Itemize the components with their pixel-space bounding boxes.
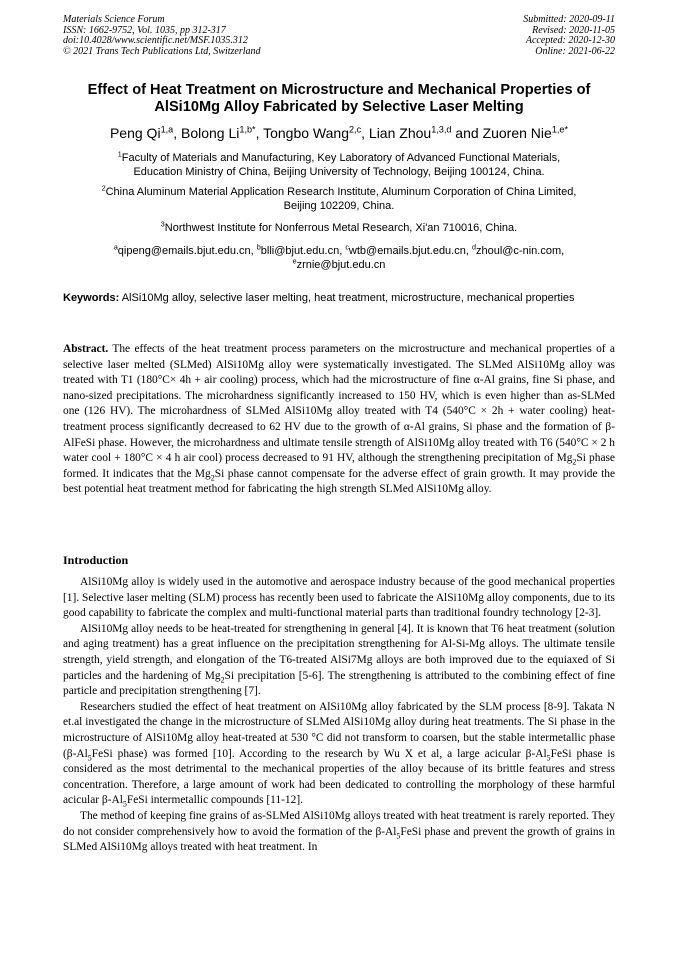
journal-copyright: © 2021 Trans Tech Publications Ltd, Switzerland [63,45,261,57]
author-separator: , [173,125,181,141]
journal-doi: doi:10.4028/www.scientific.net/MSF.1035.312 [63,35,248,46]
keywords [63,291,615,305]
affiliation-number: 3 [160,220,165,229]
intro-paragraph: The method of keeping fine grains of as-SLMed AlSi10Mg alloys treated with heat treatment is rarely reported. They do not consider comprehensively how to avoid the formation of the $\beta-Al_5FeSi$ phase and prevent the growth of grains in SLMed AlSi10Mg alloys treated with heat treatment. In [63,809,615,854]
affiliation-text: Beijing 102209, China. [283,200,395,212]
keywords-text: AlSi10Mg alloy, selective laser melting, heat treatment, microstructure, mechanical properties [121,292,575,304]
author-emails: $^a$qipeng@emails.bjut.edu.cn, $^b$blli@bjut.edu.cn, $^c$wtb@emails.bjut.edu.cn, $^d$zhoul@c-nin.com, $^e$zrnie@bjut.edu.cn [113,243,565,271]
author-separator: and [451,125,483,141]
author-name: Tongbo Wang [263,125,349,141]
keywords-label: Keywords: [63,292,120,304]
author-name: Zuoren Nie [482,125,552,141]
email-link[interactable]: blli@bjut.edu.cn [260,245,340,257]
affiliation-text: Education Ministry of China, Beijing University of Technology, Beijing 100124, China. [133,166,545,178]
date-online: Online: 2021-06-22 [535,45,615,57]
section-heading-introduction: Introduction [63,553,129,567]
email-link[interactable]: zrnie@bjut.edu.cn [296,259,386,271]
intro-paragraph: AlSi10Mg alloy needs to be heat-treated for strengthening in general [4]. It is known that T6 heat treatment (solution and aging treatment) has a great influence on the precipitation strengthening for Al-Si-Mg alloys. The ultimate tensile strength, yield strength, and elongation of the T6-treated AlSi7Mg alloys are both improved due to the equiaxed of Si particles and the hardening of $Mg_2Si$ precipitation [5-6]. The strengthening is attributed to the combining effect of fine particle and precipitation strengthening [7]. [63,622,615,698]
abstract: Abstract. The effects of the heat treatment process parameters on the microstructure and mechanical properties of a selective laser melted (SLMed) AlSi10Mg alloy were systematically investigated. The SLMed AlSi10Mg alloy was treated with T1 (180°C× 4h + air cooling) process, which had the microstructure of fine α-Al grains, fine Si phase, and nano-sized precipitations. The microhardness significantly increased to 150 HV, which is even higher than as-SLMed one (126 HV). The microhardness of SLMed AlSi10Mg alloy treated with T4 (540°C × 2h + water cooling) heat-treatment process significantly decreased to 62 HV due to the growth of α-Al grains, Si phase and the formation of β-AlFeSi phase. However, the microhardness and ultimate tensile strength of AlSi10Mg alloy treated with T6 (540°C × 2 h water cool + 180°C × 4 h air cool) process decreased to 91 HV, although the strengthening precipitation of $Mg_2Si$ phase formed. It indicates that the $Mg_2Si$ phase cannot compensate for the adverse effect of grain growth. It may provide the best potential heat treatment method for fabricating the high strength SLMed AlSi10Mg alloy. [63,343,615,496]
date-accepted: Accepted: 2020-12-30 [525,35,615,46]
journal-info [63,15,261,57]
title-line: AlSi10Mg Alloy Fabricated by Selective Laser Melting [154,99,524,115]
affiliation-text: China Aluminum Material Application Research Institute, Aluminum Corporation of China Limited, [105,186,577,198]
affiliation-text: Faculty of Materials and Manufacturing, Key Laboratory of Advanced Functional Materials, [121,152,561,164]
author-affiliation-mark: 1,a [160,124,174,135]
affiliation-number: 1 [117,150,122,159]
affiliation-2 [50,185,628,213]
author-list [40,125,638,142]
author-affiliation-mark: 2,c [348,124,362,135]
email-link[interactable]: qipeng@emails.bjut.edu.cn [117,245,251,257]
intro-paragraph: AlSi10Mg alloy is widely used in the automotive and aerospace industry because of the good mechanical properties [1]. Selective laser melting (SLM) process has recently been used to fabricate the AlSi10Mg alloy components, due to its good capability to fabricate the complex and multi-functional material parts than traditional foundry technology [2-3]. [63,576,615,620]
affiliation-3 [50,221,628,235]
date-revised: Revised: 2020-11-05 [532,24,615,36]
email-link[interactable]: zhoul@c-nin.com [475,245,562,257]
author-affiliation-mark: 1,3,d [431,124,452,135]
author-name: Lian Zhou [368,125,432,141]
intro-paragraph: Researchers studied the effect of heat treatment on AlSi10Mg alloy fabricated by the SLM process [8-9]. Takata N et.al investigated the change in the microstructure of SLMed AlSi10Mg alloy during heat treatments. The Si phase in the microstructure of AlSi10Mg alloy heat-treated at 530 °C did not transform to coarsen, but the stable intermetallic phase ($\beta-Al_5FeSi$ phase) was formed [10]. According to the research by Wu X et al, a large acicular $\beta-Al_5FeSi$ phase is considered as the most detrimental to the mechanical properties of the alloy because of its brittle features and stress concentration. Therefore, a large amount of work had been dedicated to controlling the morphology of these harmful acicular $\beta-Al_5FeSi$ intermetallic compounds [11-12]. [63,700,615,809]
publication-dates [523,15,615,57]
author-name: Peng Qi [109,125,161,141]
abstract-text: The effects of the heat treatment process parameters on the microstructure and mechanical properties of a selective laser melted (SLMed) AlSi10Mg alloy were systematically investigated. The SLMed AlSi10Mg alloy was treated with T1 (180°C× 4h + air cooling) process, which had the microstructure of fine α-Al grains, fine Si phase, and nano-sized precipitations. The microhardness significantly increased to 150 HV, which is even higher than as-SLMed one (126 HV). The microhardness of SLMed AlSi10Mg alloy treated with T4 (540°C × 2h + water cooling) heat-treatment process significantly decreased to 62 HV due to the growth of α-Al grains, Si phase and the formation of β-AlFeSi phase. However, the microhardness and ultimate tensile strength of AlSi10Mg alloy treated with T6 (540°C × 2 h water cool + 180°C × 4 h air cool) process decreased to 91 HV, although the strengthening precipitation of Mg [63,343,615,465]
author-name: Bolong Li [181,125,240,141]
title-line: Effect of Heat Treatment on Microstructure and Mechanical Properties of [87,82,591,98]
introduction-body [63,575,615,856]
email-link[interactable]: wtb@emails.bjut.edu.cn [348,245,466,257]
journal-issn: ISSN: 1662-9752, Vol. 1035, pp 312-317 [63,24,226,36]
abstract-label: Abstract. [63,343,109,355]
affiliation-number: 2 [101,184,106,193]
affiliation-text: Northwest Institute for Nonferrous Metal Research, Xi'an 710016, China. [164,222,518,234]
paper-title [50,82,628,116]
author-affiliation-mark: 1,b* [239,124,256,135]
author-separator: , [255,125,264,141]
date-submitted: Submitted: 2020-09-11 [523,14,615,25]
abstract-text: Si phase formed. It indicates that the Mg [63,452,615,480]
author-affiliation-mark: 1,e* [551,124,569,135]
abstract-text: Si phase cannot compensate for the adverse effect of grain growth. It may provide the best potential heat treatment method for fabricating the high strength SLMed AlSi10Mg alloy. [63,467,615,496]
author-separator: , [361,125,369,141]
journal-name: Materials Science Forum [63,14,165,25]
affiliation-1 [50,151,628,179]
